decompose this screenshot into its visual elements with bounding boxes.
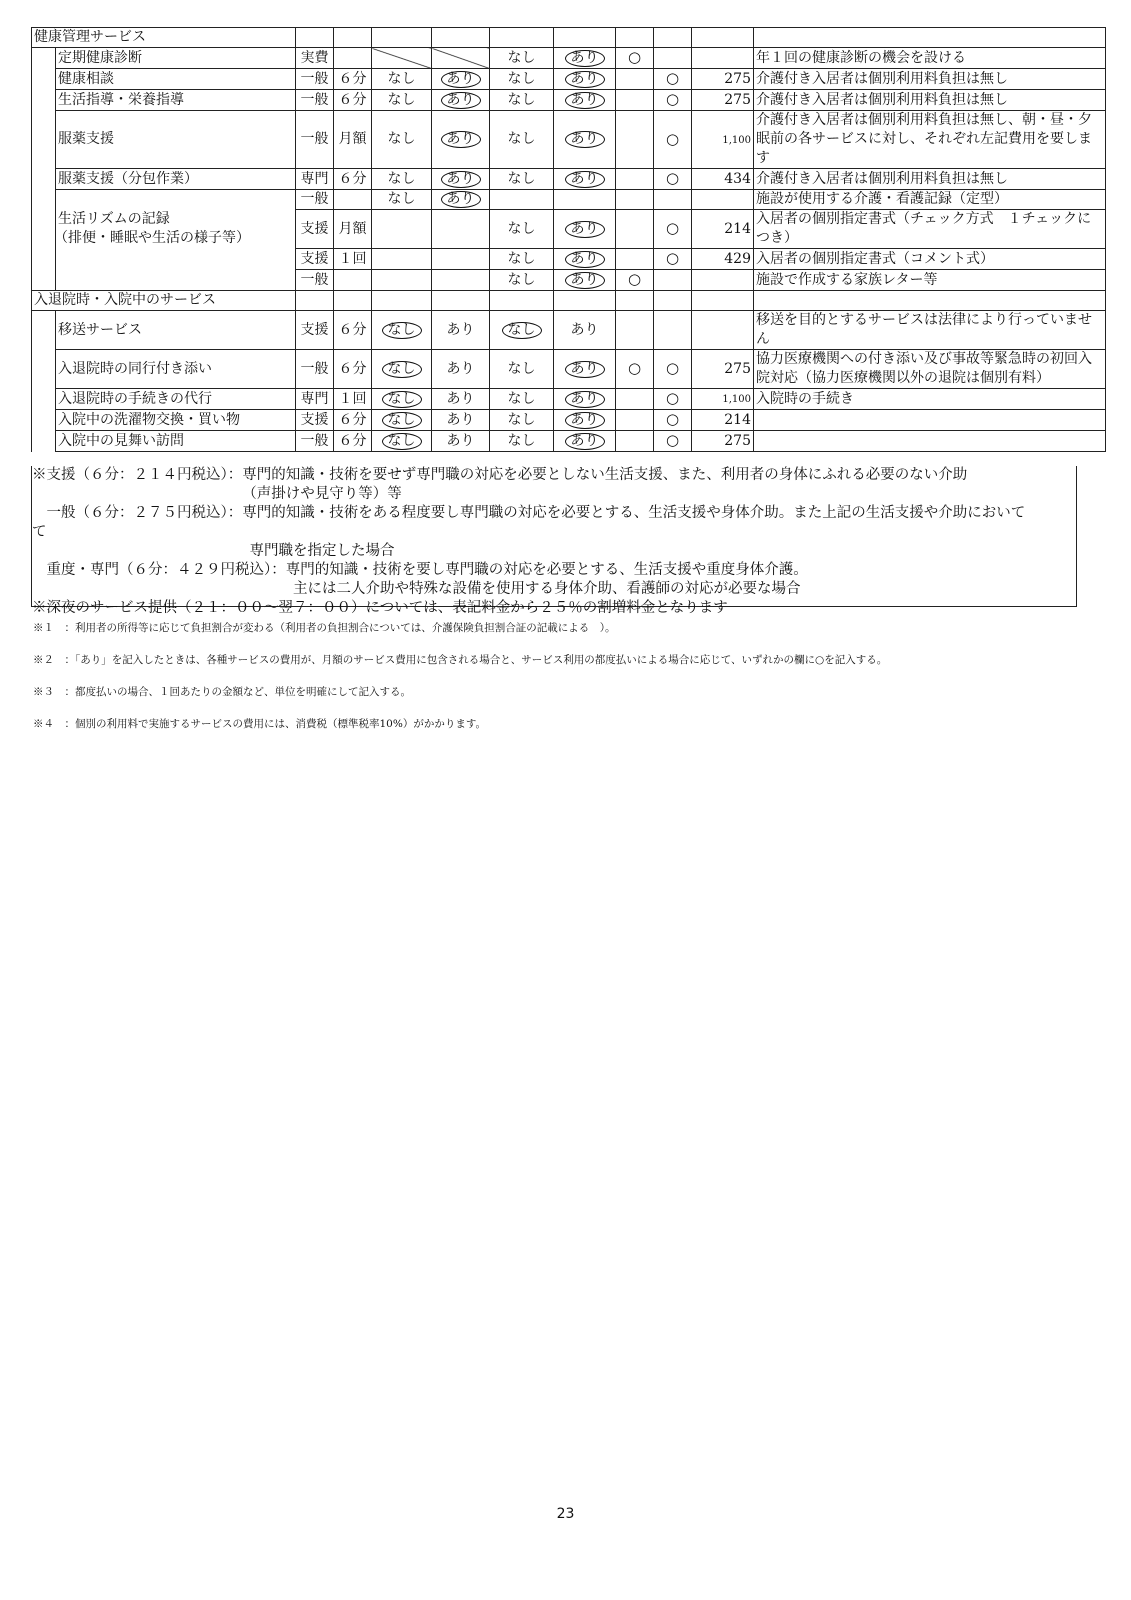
service-name-line1: 生活リズムの記録 bbox=[58, 211, 170, 227]
individual-fee-nashi-value: なし bbox=[507, 271, 536, 288]
unit-cell: １回 bbox=[334, 249, 372, 270]
monthly-include-ari-value: あり bbox=[441, 171, 481, 188]
empty-cell bbox=[490, 291, 554, 311]
individual-fee-ari bbox=[554, 90, 616, 111]
individual-fee-ari bbox=[554, 270, 616, 291]
monthly-mark-cell bbox=[616, 111, 654, 169]
individual-fee-nashi bbox=[490, 270, 554, 291]
individual-fee-nashi-value: なし bbox=[507, 432, 536, 449]
monthly-mark-cell bbox=[616, 190, 654, 210]
monthly-include-nashi-value: なし bbox=[382, 391, 422, 408]
monthly-mark-cell bbox=[616, 431, 654, 452]
amount-cell bbox=[692, 90, 754, 111]
unit-cell: ６分 bbox=[334, 350, 372, 389]
monthly-mark-cell bbox=[616, 350, 654, 389]
monthly-include-nashi bbox=[372, 311, 432, 350]
individual-fee-nashi-value: なし bbox=[507, 411, 536, 428]
monthly-include-nashi bbox=[372, 210, 432, 249]
type-cell: 支援 bbox=[296, 410, 334, 431]
monthly-include-nashi bbox=[372, 410, 432, 431]
amount-value: 1,100 bbox=[722, 394, 751, 405]
service-row bbox=[32, 48, 1106, 69]
individual-fee-nashi-value: なし bbox=[502, 322, 542, 339]
monthly-include-ari-value: あり bbox=[441, 71, 481, 88]
type-cell: 実費 bbox=[296, 48, 334, 69]
monthly-include-nashi bbox=[372, 270, 432, 291]
monthly-include-nashi-value: なし bbox=[387, 131, 416, 147]
monthly-mark-cell bbox=[616, 249, 654, 270]
type-cell: 支援 bbox=[296, 210, 334, 249]
monthly-include-ari bbox=[432, 169, 490, 190]
empty-cell bbox=[432, 291, 490, 311]
empty-cell bbox=[692, 28, 754, 48]
individual-fee-ari-value: あり bbox=[565, 433, 605, 450]
service-name: 入退院時の同行付き添い bbox=[56, 350, 296, 389]
fee-note-line: ※深夜のサービス提供（２１：００～翌７：００）については、表記料金から２５％の割増料金となります bbox=[32, 600, 728, 616]
empty-cell bbox=[754, 28, 1106, 48]
fee-notes bbox=[31, 466, 1077, 616]
amount-cell bbox=[692, 270, 754, 291]
type-cell: 一般 bbox=[296, 69, 334, 90]
indent-cell bbox=[32, 69, 56, 90]
footnote: ※３ ：都度払いの場合、１回あたりの金額など、単位を明確にして記入する。 bbox=[33, 686, 411, 698]
per-use-mark-cell bbox=[654, 431, 692, 452]
service-table-body bbox=[32, 28, 1106, 452]
amount-value: 275 bbox=[724, 91, 751, 108]
monthly-include-ari bbox=[432, 410, 490, 431]
service-name: 移送サービス bbox=[56, 311, 296, 350]
unit-cell: ６分 bbox=[334, 311, 372, 350]
service-name: 服薬支援（分包作業） bbox=[56, 169, 296, 190]
empty-cell bbox=[654, 28, 692, 48]
note-cell: 移送を目的とするサービスは法律により行っていません bbox=[754, 311, 1106, 350]
note-cell: 介護付き入居者は個別利用料負担は無し bbox=[754, 169, 1106, 190]
amount-value: 434 bbox=[724, 170, 751, 187]
monthly-include-ari bbox=[432, 190, 490, 210]
fee-note-line: 専門職を指定した場合 bbox=[32, 543, 395, 559]
empty-cell bbox=[296, 291, 334, 311]
amount-cell bbox=[692, 350, 754, 389]
circle-mark: ○ bbox=[627, 359, 642, 377]
circle-mark: ○ bbox=[627, 270, 642, 288]
individual-fee-ari bbox=[554, 210, 616, 249]
circle-mark: ○ bbox=[665, 249, 680, 267]
monthly-include-nashi bbox=[372, 350, 432, 389]
empty-cell bbox=[616, 291, 654, 311]
service-name: 定期健康診断 bbox=[56, 48, 296, 69]
fee-note-line: （声掛けや見守り等）等 bbox=[32, 486, 402, 502]
type-cell: 専門 bbox=[296, 169, 334, 190]
fee-note-line: 重度・専門（６分：４２９円税込）：専門的知識・技術を要し専門職の対応を必要とする、生活支援や重度身体介護。 bbox=[32, 562, 808, 578]
empty-cell bbox=[754, 291, 1106, 311]
unit-cell: ６分 bbox=[334, 169, 372, 190]
circle-mark: ○ bbox=[665, 389, 680, 407]
note-cell: 介護付き入居者は個別利用料負担は無し bbox=[754, 69, 1106, 90]
individual-fee-nashi bbox=[490, 48, 554, 69]
empty-cell bbox=[372, 28, 432, 48]
monthly-include-ari bbox=[432, 389, 490, 410]
monthly-include-ari bbox=[432, 111, 490, 169]
indent-cell bbox=[32, 431, 56, 452]
individual-fee-ari-value: あり bbox=[565, 131, 605, 148]
monthly-include-nashi bbox=[372, 190, 432, 210]
per-use-mark-cell bbox=[654, 410, 692, 431]
note-cell: 入院時の手続き bbox=[754, 389, 1106, 410]
monthly-include-nashi-value: なし bbox=[387, 70, 416, 87]
individual-fee-nashi-value: なし bbox=[507, 49, 536, 66]
footnote: ※４ ：個別の利用料で実施するサービスの費用には、消費税（標準税率10%）がかかります。 bbox=[33, 718, 486, 730]
monthly-mark-cell bbox=[616, 389, 654, 410]
indent-cell bbox=[32, 90, 56, 111]
individual-fee-ari-value: あり bbox=[565, 50, 605, 67]
service-row bbox=[32, 169, 1106, 190]
empty-cell bbox=[616, 28, 654, 48]
fee-note-line: 一般（６分：２７５円税込）：専門的知識・技術をある程度要し専門職の対応を必要とする、生活支援や身体介助。また上記の生活支援や介助において bbox=[32, 505, 1026, 521]
amount-cell bbox=[692, 389, 754, 410]
monthly-include-ari bbox=[432, 69, 490, 90]
individual-fee-nashi-value: なし bbox=[507, 91, 536, 108]
individual-fee-nashi-value: なし bbox=[507, 70, 536, 87]
individual-fee-ari bbox=[554, 410, 616, 431]
individual-fee-nashi-value: なし bbox=[507, 220, 536, 237]
monthly-include-ari bbox=[432, 350, 490, 389]
note-cell bbox=[754, 431, 1106, 452]
monthly-include-nashi-value: なし bbox=[387, 91, 416, 108]
monthly-include-ari bbox=[432, 270, 490, 291]
individual-fee-nashi bbox=[490, 210, 554, 249]
fee-note-line: 主には二人介助や特殊な設備を使用する身体介助、看護師の対応が必要な場合 bbox=[32, 581, 801, 597]
monthly-mark-cell bbox=[616, 311, 654, 350]
indent-cell bbox=[32, 410, 56, 431]
individual-fee-nashi bbox=[490, 410, 554, 431]
per-use-mark-cell bbox=[654, 350, 692, 389]
note-cell: 介護付き入居者は個別利用料負担は無し、朝・昼・夕眠前の各サービスに対し、それぞれ左記費用を要します bbox=[754, 111, 1106, 169]
service-row bbox=[32, 190, 1106, 210]
circle-mark: ○ bbox=[665, 169, 680, 187]
empty-cell bbox=[296, 28, 334, 48]
service-row bbox=[32, 311, 1106, 350]
monthly-include-ari-value: あり bbox=[446, 411, 475, 428]
amount-value: 214 bbox=[724, 220, 751, 237]
circle-mark: ○ bbox=[665, 129, 680, 148]
section-header-row bbox=[32, 291, 1106, 311]
per-use-mark-cell bbox=[654, 69, 692, 90]
unit-cell: ６分 bbox=[334, 431, 372, 452]
individual-fee-nashi bbox=[490, 249, 554, 270]
circle-mark: ○ bbox=[665, 69, 680, 87]
type-cell: 一般 bbox=[296, 431, 334, 452]
fee-note-line: ※支援（６分：２１４円税込）：専門的知識・技術を要せず専門職の対応を必要としない生活支援、また、利用者の身体にふれる必要のない介助 bbox=[32, 467, 968, 483]
monthly-include-nashi bbox=[372, 249, 432, 270]
indent-cell bbox=[32, 311, 56, 350]
per-use-mark-cell bbox=[654, 111, 692, 169]
indent-cell bbox=[32, 350, 56, 389]
individual-fee-ari-value: あり bbox=[570, 321, 599, 338]
monthly-include-nashi-value: なし bbox=[382, 412, 422, 429]
unit-cell: １回 bbox=[334, 389, 372, 410]
monthly-include-nashi bbox=[372, 69, 432, 90]
circle-mark: ○ bbox=[665, 431, 680, 449]
amount-cell bbox=[692, 48, 754, 69]
monthly-include-ari-value: あり bbox=[446, 321, 475, 338]
footnote: ※１ ：利用者の所得等に応じて負担割合が変わる（利用者の負担割合については、介護保険負担割合証の記載による ）。 bbox=[33, 622, 616, 634]
empty-cell bbox=[372, 291, 432, 311]
amount-value: 275 bbox=[724, 360, 751, 377]
individual-fee-nashi-value: なし bbox=[507, 170, 536, 187]
monthly-include-nashi bbox=[372, 389, 432, 410]
individual-fee-nashi-value: なし bbox=[507, 390, 536, 407]
individual-fee-ari bbox=[554, 69, 616, 90]
indent-cell bbox=[32, 48, 56, 69]
individual-fee-ari-value: あり bbox=[565, 272, 605, 289]
individual-fee-nashi bbox=[490, 190, 554, 210]
individual-fee-nashi bbox=[490, 311, 554, 350]
service-row bbox=[32, 111, 1106, 169]
individual-fee-nashi-value: なし bbox=[507, 250, 536, 267]
monthly-mark-cell bbox=[616, 210, 654, 249]
individual-fee-ari bbox=[554, 311, 616, 350]
amount-cell bbox=[692, 210, 754, 249]
footnote: ※２ ：「あり」を記入したときは、各種サービスの費用が、月額のサービス費用に包含される場合と、サービス利用の都度払いによる場合に応じて、いずれかの欄に○を記入する。 bbox=[33, 654, 888, 666]
individual-fee-nashi bbox=[490, 350, 554, 389]
footnotes bbox=[33, 620, 1093, 748]
individual-fee-ari bbox=[554, 190, 616, 210]
section-header-row bbox=[32, 28, 1106, 48]
monthly-include-ari bbox=[432, 311, 490, 350]
service-name: 入院中の洗濯物交換・買い物 bbox=[56, 410, 296, 431]
indent-cell bbox=[32, 389, 56, 410]
empty-cell bbox=[432, 28, 490, 48]
empty-cell bbox=[554, 28, 616, 48]
unit-cell bbox=[334, 48, 372, 69]
service-row bbox=[32, 431, 1106, 452]
monthly-mark-cell bbox=[616, 410, 654, 431]
note-cell: 施設で作成する家族レター等 bbox=[754, 270, 1106, 291]
amount-cell bbox=[692, 311, 754, 350]
type-cell: 一般 bbox=[296, 190, 334, 210]
amount-value: 275 bbox=[724, 432, 751, 449]
amount-cell bbox=[692, 190, 754, 210]
monthly-include-ari-value: あり bbox=[446, 390, 475, 407]
monthly-include-nashi-value: なし bbox=[387, 191, 416, 207]
monthly-include-ari-value: あり bbox=[446, 360, 475, 377]
type-cell: 支援 bbox=[296, 311, 334, 350]
type-cell: 支援 bbox=[296, 249, 334, 270]
monthly-include-ari bbox=[432, 431, 490, 452]
empty-cell bbox=[334, 291, 372, 311]
per-use-mark-cell bbox=[654, 169, 692, 190]
type-cell: 一般 bbox=[296, 90, 334, 111]
individual-fee-ari bbox=[554, 389, 616, 410]
monthly-include-nashi-na bbox=[372, 48, 432, 69]
circle-mark: ○ bbox=[627, 48, 642, 66]
individual-fee-nashi bbox=[490, 431, 554, 452]
amount-value: 275 bbox=[724, 70, 751, 87]
note-cell: 入居者の個別指定書式（コメント式） bbox=[754, 249, 1106, 270]
monthly-include-nashi bbox=[372, 111, 432, 169]
type-cell: 一般 bbox=[296, 270, 334, 291]
unit-cell: 月額 bbox=[334, 210, 372, 249]
individual-fee-ari-value: あり bbox=[565, 251, 605, 268]
individual-fee-nashi bbox=[490, 389, 554, 410]
individual-fee-nashi bbox=[490, 90, 554, 111]
indent-cell bbox=[32, 169, 56, 190]
circle-mark: ○ bbox=[665, 359, 680, 377]
per-use-mark-cell bbox=[654, 48, 692, 69]
individual-fee-ari bbox=[554, 169, 616, 190]
individual-fee-nashi-value: なし bbox=[507, 360, 536, 377]
note-cell: 入居者の個別指定書式（チェック方式 １チェックにつき） bbox=[754, 210, 1106, 249]
individual-fee-nashi bbox=[490, 169, 554, 190]
monthly-include-nashi-value: なし bbox=[382, 433, 422, 450]
service-name: 入退院時の手続きの代行 bbox=[56, 389, 296, 410]
indent-cell bbox=[32, 111, 56, 169]
monthly-mark-cell bbox=[616, 90, 654, 111]
monthly-include-nashi-value: なし bbox=[387, 170, 416, 187]
amount-cell bbox=[692, 431, 754, 452]
monthly-mark-cell bbox=[616, 169, 654, 190]
note-cell: 介護付き入居者は個別利用料負担は無し bbox=[754, 90, 1106, 111]
empty-cell bbox=[654, 291, 692, 311]
individual-fee-ari-value: あり bbox=[565, 71, 605, 88]
per-use-mark-cell bbox=[654, 389, 692, 410]
per-use-mark-cell bbox=[654, 249, 692, 270]
unit-cell: 月額 bbox=[334, 111, 372, 169]
service-name bbox=[56, 190, 296, 291]
individual-fee-ari-value: あり bbox=[565, 361, 605, 378]
unit-cell bbox=[334, 270, 372, 291]
per-use-mark-cell bbox=[654, 311, 692, 350]
service-name: 服薬支援 bbox=[56, 111, 296, 169]
amount-cell bbox=[692, 249, 754, 270]
service-row bbox=[32, 69, 1106, 90]
monthly-include-ari bbox=[432, 90, 490, 111]
per-use-mark-cell bbox=[654, 190, 692, 210]
service-row bbox=[32, 389, 1106, 410]
individual-fee-ari bbox=[554, 48, 616, 69]
note-cell bbox=[754, 410, 1106, 431]
amount-value: 214 bbox=[724, 411, 751, 428]
monthly-include-nashi bbox=[372, 169, 432, 190]
fee-note-line: て bbox=[32, 524, 47, 540]
individual-fee-ari-value: あり bbox=[565, 391, 605, 408]
amount-cell bbox=[692, 111, 754, 169]
monthly-include-ari-value: あり bbox=[441, 131, 481, 148]
monthly-include-ari-value: あり bbox=[441, 191, 481, 208]
amount-cell bbox=[692, 69, 754, 90]
monthly-include-ari-value: あり bbox=[446, 432, 475, 449]
monthly-mark-cell bbox=[616, 69, 654, 90]
per-use-mark-cell bbox=[654, 90, 692, 111]
individual-fee-nashi bbox=[490, 111, 554, 169]
service-name: 健康相談 bbox=[56, 69, 296, 90]
type-cell: 専門 bbox=[296, 389, 334, 410]
monthly-mark-cell bbox=[616, 48, 654, 69]
empty-cell bbox=[334, 28, 372, 48]
monthly-include-nashi bbox=[372, 431, 432, 452]
monthly-include-ari-value: あり bbox=[441, 92, 481, 109]
note-cell: 協力医療機関への付き添い及び事故等緊急時の初回入院対応（協力医療機関以外の退院は個別有料） bbox=[754, 350, 1106, 389]
monthly-include-ari bbox=[432, 210, 490, 249]
individual-fee-nashi-value: なし bbox=[507, 131, 536, 147]
monthly-include-nashi-value: なし bbox=[382, 322, 422, 339]
monthly-include-nashi-value: なし bbox=[382, 361, 422, 378]
section-title: 健康管理サービス bbox=[32, 28, 296, 48]
individual-fee-ari-value: あり bbox=[565, 221, 605, 238]
individual-fee-ari bbox=[554, 350, 616, 389]
circle-mark: ○ bbox=[665, 410, 680, 428]
amount-cell bbox=[692, 169, 754, 190]
monthly-include-ari-na bbox=[432, 48, 490, 69]
empty-cell bbox=[554, 291, 616, 311]
service-row bbox=[32, 410, 1106, 431]
type-cell: 一般 bbox=[296, 111, 334, 169]
note-cell: 年１回の健康診断の機会を設ける bbox=[754, 48, 1106, 69]
per-use-mark-cell bbox=[654, 210, 692, 249]
page-number: 23 bbox=[556, 1506, 575, 1522]
individual-fee-ari bbox=[554, 111, 616, 169]
empty-cell bbox=[490, 28, 554, 48]
service-name-line2: （排便・睡眠や生活の様子等） bbox=[54, 230, 250, 246]
unit-cell: ６分 bbox=[334, 90, 372, 111]
indent-cell bbox=[32, 190, 56, 291]
monthly-mark-cell bbox=[616, 270, 654, 291]
service-row bbox=[32, 90, 1106, 111]
amount-value: 1,100 bbox=[722, 134, 751, 146]
amount-value: 429 bbox=[724, 250, 751, 267]
unit-cell bbox=[334, 190, 372, 210]
monthly-include-ari bbox=[432, 249, 490, 270]
type-cell: 一般 bbox=[296, 350, 334, 389]
service-name: 入院中の見舞い訪問 bbox=[56, 431, 296, 452]
individual-fee-ari-value: あり bbox=[565, 412, 605, 429]
service-name: 生活指導・栄養指導 bbox=[56, 90, 296, 111]
note-cell: 施設が使用する介護・看護記録（定型） bbox=[754, 190, 1106, 210]
individual-fee-ari-value: あり bbox=[565, 171, 605, 188]
empty-cell bbox=[692, 291, 754, 311]
monthly-include-nashi bbox=[372, 90, 432, 111]
individual-fee-ari-value: あり bbox=[565, 92, 605, 109]
section-title: 入退院時・入院中のサービス bbox=[32, 291, 296, 311]
service-table bbox=[31, 27, 1106, 452]
individual-fee-nashi bbox=[490, 69, 554, 90]
service-row bbox=[32, 350, 1106, 389]
individual-fee-ari bbox=[554, 431, 616, 452]
individual-fee-ari bbox=[554, 249, 616, 270]
per-use-mark-cell bbox=[654, 270, 692, 291]
circle-mark: ○ bbox=[665, 219, 680, 237]
circle-mark: ○ bbox=[665, 90, 680, 108]
amount-cell bbox=[692, 410, 754, 431]
unit-cell: ６分 bbox=[334, 410, 372, 431]
unit-cell: ６分 bbox=[334, 69, 372, 90]
